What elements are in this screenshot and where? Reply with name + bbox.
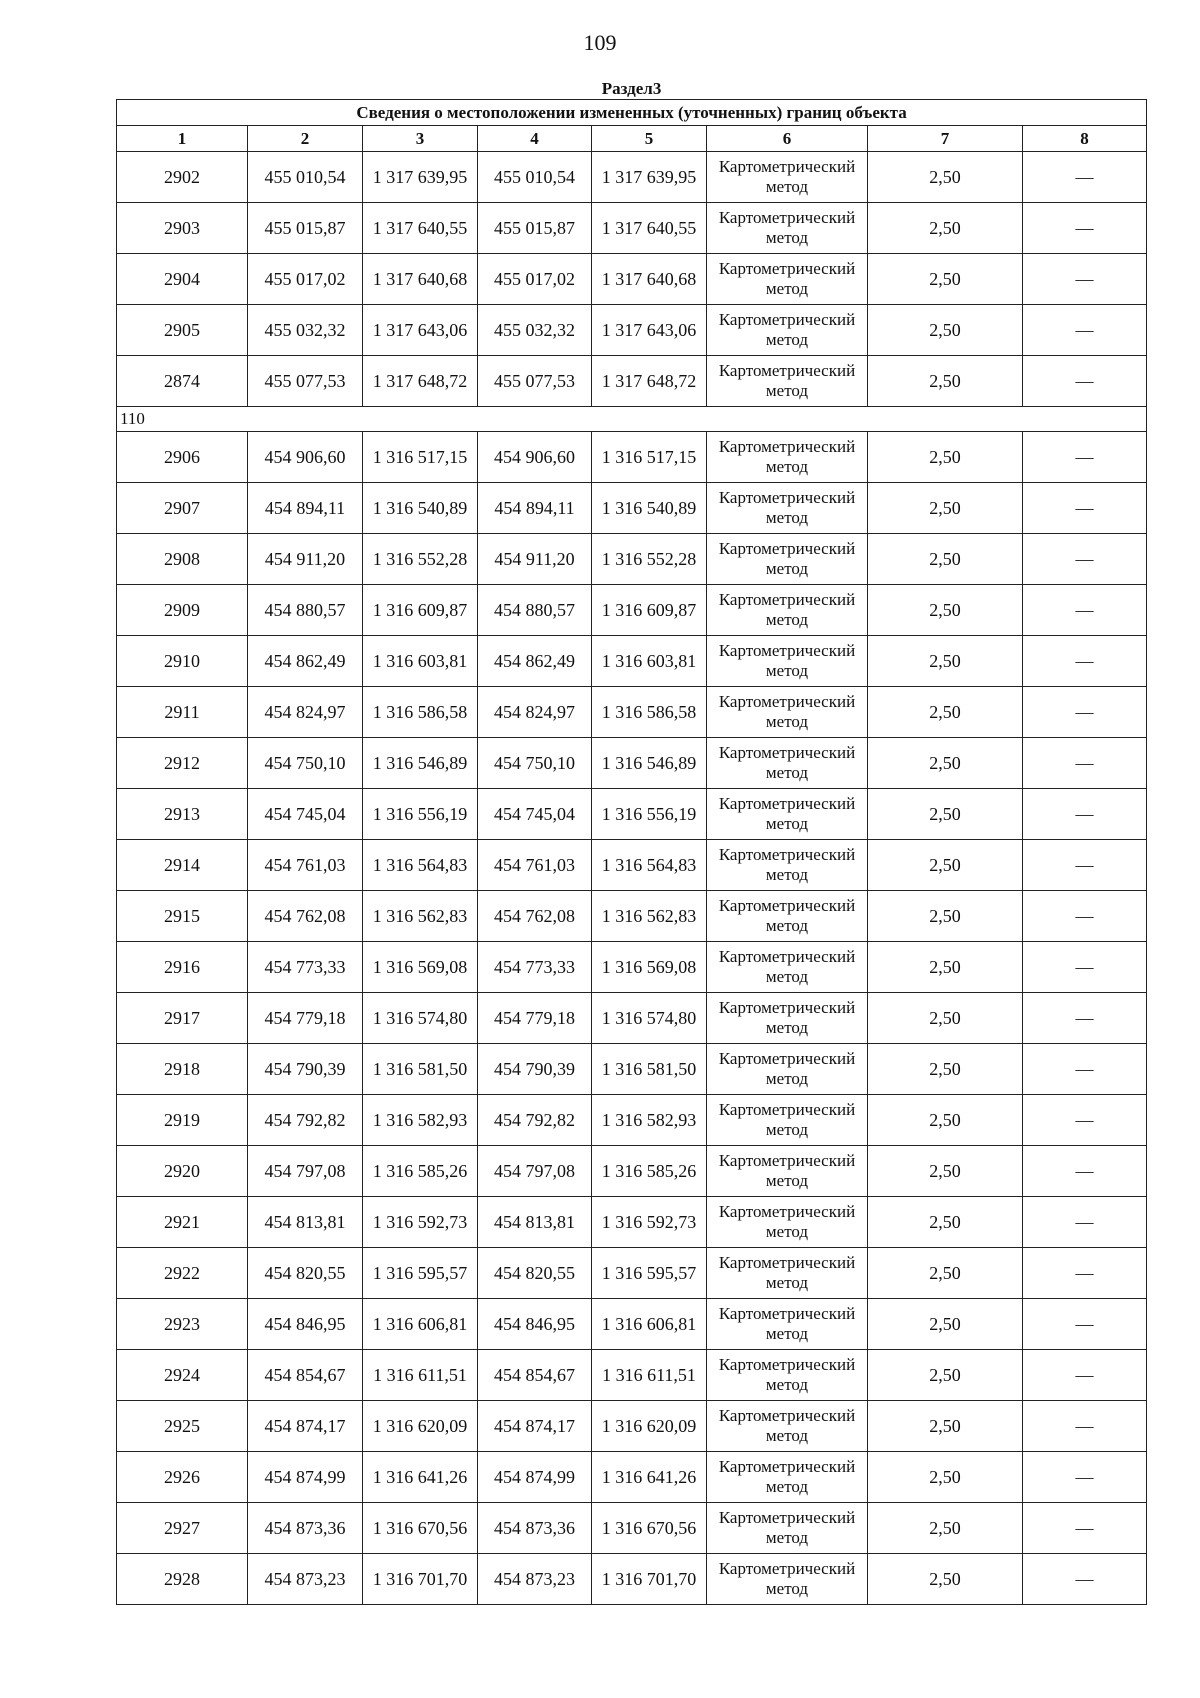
table-cell-col-4: 455 032,32 [478, 305, 592, 356]
table-cell-col-4: 454 911,20 [478, 534, 592, 585]
table-cell-col-3: 1 317 643,06 [363, 305, 478, 356]
table-cell-col-8: — [1023, 840, 1147, 891]
table-cell-col-3: 1 316 595,57 [363, 1248, 478, 1299]
table-cell-col-1: 2906 [117, 432, 248, 483]
table-cell-col-2: 454 873,23 [248, 1554, 363, 1605]
table-cell-col-5: 1 316 592,73 [592, 1197, 707, 1248]
table-cell-col-2: 454 846,95 [248, 1299, 363, 1350]
table-cell-col-7: 2,50 [868, 1299, 1023, 1350]
table-cell-col-3: 1 316 569,08 [363, 942, 478, 993]
table-cell-col-4: 454 773,33 [478, 942, 592, 993]
table-cell-col-2: 454 761,03 [248, 840, 363, 891]
table-cell-col-5: 1 316 540,89 [592, 483, 707, 534]
table-cell-col-1: 2917 [117, 993, 248, 1044]
table-cell-col-8: — [1023, 483, 1147, 534]
table-row [117, 738, 1147, 789]
table-cell-col-2: 454 906,60 [248, 432, 363, 483]
table-cell-col-2: 454 911,20 [248, 534, 363, 585]
table-cell-col-7: 2,50 [868, 840, 1023, 891]
table-cell-col-1: 2914 [117, 840, 248, 891]
table-cell-col-5: 1 316 609,87 [592, 585, 707, 636]
table-cell-col-3: 1 316 701,70 [363, 1554, 478, 1605]
table-cell-col-5: 1 316 552,28 [592, 534, 707, 585]
table-cell-col-2: 454 779,18 [248, 993, 363, 1044]
table-cell-col-4: 454 762,08 [478, 891, 592, 942]
table-cell-col-4: 454 813,81 [478, 1197, 592, 1248]
table-row [117, 993, 1147, 1044]
table-cell-col-1: 2912 [117, 738, 248, 789]
table-cell-col-8: — [1023, 891, 1147, 942]
table-cell-col-8: — [1023, 738, 1147, 789]
table-cell-col-2: 455 010,54 [248, 152, 363, 203]
table-cell-col-2: 455 077,53 [248, 356, 363, 407]
table-cell-col-1: 2915 [117, 891, 248, 942]
table-cell-col-7: 2,50 [868, 1095, 1023, 1146]
table-cell-col-8: — [1023, 1044, 1147, 1095]
table-row [117, 534, 1147, 585]
table-cell-col-7: 2,50 [868, 738, 1023, 789]
table-cell-col-2: 454 797,08 [248, 1146, 363, 1197]
table-cell-col-1: 2904 [117, 254, 248, 305]
column-header-2: 2 [248, 126, 363, 152]
table-cell-col-5: 1 316 701,70 [592, 1554, 707, 1605]
table-cell-col-1: 2911 [117, 687, 248, 738]
table-cell-col-1: 2919 [117, 1095, 248, 1146]
table-cell-col-6: Картометрический метод [707, 483, 868, 534]
table-cell-col-8: — [1023, 993, 1147, 1044]
table-cell-col-7: 2,50 [868, 305, 1023, 356]
table-cell-col-7: 2,50 [868, 356, 1023, 407]
table-cell-col-5: 1 317 648,72 [592, 356, 707, 407]
table-cell-col-7: 2,50 [868, 254, 1023, 305]
table-cell-col-1: 2925 [117, 1401, 248, 1452]
table-cell-col-8: — [1023, 432, 1147, 483]
table-cell-col-3: 1 316 581,50 [363, 1044, 478, 1095]
table-row [117, 891, 1147, 942]
table-cell-col-6: Картометрический метод [707, 738, 868, 789]
table-cell-col-3: 1 316 517,15 [363, 432, 478, 483]
table-cell-col-1: 2874 [117, 356, 248, 407]
table-cell-col-3: 1 317 639,95 [363, 152, 478, 203]
table-cell-col-6: Картометрический метод [707, 1350, 868, 1401]
table-cell-col-2: 454 874,99 [248, 1452, 363, 1503]
table-cell-col-2: 454 820,55 [248, 1248, 363, 1299]
table-cell-col-1: 2905 [117, 305, 248, 356]
table-cell-col-6: Картометрический метод [707, 152, 868, 203]
column-header-3: 3 [363, 126, 478, 152]
table-row [117, 432, 1147, 483]
table-row [117, 1452, 1147, 1503]
table-row [117, 1044, 1147, 1095]
table-cell-col-6: Картометрический метод [707, 1452, 868, 1503]
table-cell-col-4: 454 820,55 [478, 1248, 592, 1299]
table-cell-col-7: 2,50 [868, 687, 1023, 738]
table-cell-col-4: 454 846,95 [478, 1299, 592, 1350]
table-cell-col-5: 1 316 564,83 [592, 840, 707, 891]
table-cell-col-3: 1 316 540,89 [363, 483, 478, 534]
table-cell-col-2: 454 762,08 [248, 891, 363, 942]
table-cell-col-4: 454 906,60 [478, 432, 592, 483]
table-cell-col-2: 454 792,82 [248, 1095, 363, 1146]
table-cell-col-5: 1 317 643,06 [592, 305, 707, 356]
table-cell-col-3: 1 316 603,81 [363, 636, 478, 687]
table-cell-col-6: Картометрический метод [707, 254, 868, 305]
table-row [117, 254, 1147, 305]
table-cell-col-6: Картометрический метод [707, 203, 868, 254]
table-cell-col-7: 2,50 [868, 1503, 1023, 1554]
table-cell-col-5: 1 316 603,81 [592, 636, 707, 687]
table-cell-col-8: — [1023, 636, 1147, 687]
table-cell-col-8: — [1023, 534, 1147, 585]
table-cell-col-3: 1 316 592,73 [363, 1197, 478, 1248]
table-cell-col-6: Картометрический метод [707, 993, 868, 1044]
table-cell-col-4: 454 874,99 [478, 1452, 592, 1503]
table-row [117, 152, 1147, 203]
table-cell-col-8: — [1023, 1095, 1147, 1146]
table-cell-col-4: 454 854,67 [478, 1350, 592, 1401]
table-cell-col-6: Картометрический метод [707, 305, 868, 356]
table-cell-col-5: 1 316 562,83 [592, 891, 707, 942]
table-cell-col-3: 1 316 582,93 [363, 1095, 478, 1146]
table-cell-col-1: 2924 [117, 1350, 248, 1401]
table-cell-col-7: 2,50 [868, 483, 1023, 534]
table-cell-col-3: 1 316 620,09 [363, 1401, 478, 1452]
column-header-4: 4 [478, 126, 592, 152]
table-row [117, 305, 1147, 356]
table-cell-col-8: — [1023, 305, 1147, 356]
table-cell-col-8: — [1023, 203, 1147, 254]
table-cell-col-6: Картометрический метод [707, 942, 868, 993]
table-cell-col-7: 2,50 [868, 891, 1023, 942]
table-cell-col-6: Картометрический метод [707, 636, 868, 687]
subpage-number-row [117, 407, 1147, 432]
table-cell-col-7: 2,50 [868, 1350, 1023, 1401]
table-cell-col-5: 1 316 611,51 [592, 1350, 707, 1401]
table-cell-col-5: 1 317 640,55 [592, 203, 707, 254]
table-cell-col-2: 454 874,17 [248, 1401, 363, 1452]
table-cell-col-7: 2,50 [868, 585, 1023, 636]
table-row [117, 1197, 1147, 1248]
table-cell-col-1: 2928 [117, 1554, 248, 1605]
table-cell-col-3: 1 316 641,26 [363, 1452, 478, 1503]
table-cell-col-5: 1 316 620,09 [592, 1401, 707, 1452]
table-cell-col-8: — [1023, 789, 1147, 840]
table-row [117, 1146, 1147, 1197]
table-cell-col-2: 455 032,32 [248, 305, 363, 356]
table-cell-col-2: 454 873,36 [248, 1503, 363, 1554]
table-cell-col-6: Картометрический метод [707, 1044, 868, 1095]
table-cell-col-2: 454 813,81 [248, 1197, 363, 1248]
section-label: Раздел3 [117, 79, 1147, 100]
table-cell-col-6: Картометрический метод [707, 1248, 868, 1299]
table-cell-col-3: 1 316 586,58 [363, 687, 478, 738]
table-cell-col-1: 2922 [117, 1248, 248, 1299]
table-cell-col-3: 1 317 640,55 [363, 203, 478, 254]
table-cell-col-6: Картометрический метод [707, 1197, 868, 1248]
table-cell-col-4: 454 894,11 [478, 483, 592, 534]
table-cell-col-5: 1 316 581,50 [592, 1044, 707, 1095]
table-cell-col-3: 1 316 562,83 [363, 891, 478, 942]
table-cell-col-5: 1 316 546,89 [592, 738, 707, 789]
table-row [117, 840, 1147, 891]
table-cell-col-8: — [1023, 356, 1147, 407]
table-cell-col-5: 1 316 586,58 [592, 687, 707, 738]
column-header-row [117, 126, 1147, 152]
table-cell-col-4: 455 015,87 [478, 203, 592, 254]
table-cell-col-5: 1 316 569,08 [592, 942, 707, 993]
column-header-7: 7 [868, 126, 1023, 152]
table-cell-col-8: — [1023, 687, 1147, 738]
table-cell-col-7: 2,50 [868, 1554, 1023, 1605]
table-cell-col-7: 2,50 [868, 1248, 1023, 1299]
table-row [117, 1503, 1147, 1554]
subpage-number: 110 [117, 407, 1147, 432]
table-cell-col-3: 1 316 611,51 [363, 1350, 478, 1401]
table-cell-col-1: 2903 [117, 203, 248, 254]
table-cell-col-4: 454 797,08 [478, 1146, 592, 1197]
table-cell-col-6: Картометрический метод [707, 687, 868, 738]
table-cell-col-4: 454 824,97 [478, 687, 592, 738]
table-cell-col-2: 454 750,10 [248, 738, 363, 789]
table-cell-col-4: 454 862,49 [478, 636, 592, 687]
table-cell-col-4: 455 017,02 [478, 254, 592, 305]
table-cell-col-6: Картометрический метод [707, 585, 868, 636]
table-cell-col-6: Картометрический метод [707, 432, 868, 483]
table-cell-col-4: 454 745,04 [478, 789, 592, 840]
table-cell-col-6: Картометрический метод [707, 356, 868, 407]
column-header-5: 5 [592, 126, 707, 152]
table-cell-col-6: Картометрический метод [707, 1299, 868, 1350]
page-number: 109 [583, 30, 617, 55]
table-row [117, 942, 1147, 993]
table-cell-col-1: 2907 [117, 483, 248, 534]
table-cell-col-8: — [1023, 1554, 1147, 1605]
table-cell-col-7: 2,50 [868, 152, 1023, 203]
table-cell-col-5: 1 316 641,26 [592, 1452, 707, 1503]
table-cell-col-1: 2910 [117, 636, 248, 687]
table-cell-col-6: Картометрический метод [707, 1554, 868, 1605]
table-cell-col-8: — [1023, 1350, 1147, 1401]
table-cell-col-3: 1 316 552,28 [363, 534, 478, 585]
table-cell-col-1: 2918 [117, 1044, 248, 1095]
table-cell-col-3: 1 316 574,80 [363, 993, 478, 1044]
table-cell-col-2: 454 862,49 [248, 636, 363, 687]
table-cell-col-7: 2,50 [868, 432, 1023, 483]
table-cell-col-4: 454 792,82 [478, 1095, 592, 1146]
table-cell-col-8: — [1023, 1452, 1147, 1503]
table-cell-col-3: 1 316 609,87 [363, 585, 478, 636]
column-header-6: 6 [707, 126, 868, 152]
table-cell-col-1: 2913 [117, 789, 248, 840]
table-cell-col-4: 455 077,53 [478, 356, 592, 407]
table-cell-col-2: 454 745,04 [248, 789, 363, 840]
table-cell-col-7: 2,50 [868, 636, 1023, 687]
table-cell-col-4: 454 761,03 [478, 840, 592, 891]
table-row [117, 1299, 1147, 1350]
table-row [117, 356, 1147, 407]
table-cell-col-8: — [1023, 1146, 1147, 1197]
table-cell-col-1: 2909 [117, 585, 248, 636]
table-cell-col-8: — [1023, 1248, 1147, 1299]
table-cell-col-3: 1 317 640,68 [363, 254, 478, 305]
table-cell-col-7: 2,50 [868, 1197, 1023, 1248]
table-cell-col-4: 454 779,18 [478, 993, 592, 1044]
table-cell-col-8: — [1023, 152, 1147, 203]
table-cell-col-5: 1 316 556,19 [592, 789, 707, 840]
table-cell-col-6: Картометрический метод [707, 840, 868, 891]
table-row [117, 1095, 1147, 1146]
table-cell-col-7: 2,50 [868, 942, 1023, 993]
table-cell-col-2: 454 790,39 [248, 1044, 363, 1095]
table-cell-col-4: 454 880,57 [478, 585, 592, 636]
table-cell-col-7: 2,50 [868, 1146, 1023, 1197]
table-cell-col-8: — [1023, 1197, 1147, 1248]
table-cell-col-2: 455 015,87 [248, 203, 363, 254]
table-cell-col-1: 2916 [117, 942, 248, 993]
table-cell-col-5: 1 316 582,93 [592, 1095, 707, 1146]
table-cell-col-4: 454 790,39 [478, 1044, 592, 1095]
table-cell-col-8: — [1023, 1401, 1147, 1452]
table-cell-col-5: 1 316 670,56 [592, 1503, 707, 1554]
table-cell-col-8: — [1023, 1299, 1147, 1350]
table-cell-col-3: 1 316 556,19 [363, 789, 478, 840]
table-row [117, 483, 1147, 534]
table-row [117, 1248, 1147, 1299]
table-title: Сведения о местоположении измененных (уточненных) границ объекта [117, 100, 1147, 126]
table-cell-col-3: 1 316 606,81 [363, 1299, 478, 1350]
table-cell-col-5: 1 316 517,15 [592, 432, 707, 483]
table-cell-col-6: Картометрический метод [707, 789, 868, 840]
column-header-8: 8 [1023, 126, 1147, 152]
table-cell-col-6: Картометрический метод [707, 1095, 868, 1146]
boundary-coordinates-table [116, 79, 1147, 1605]
table-cell-col-3: 1 316 546,89 [363, 738, 478, 789]
table-cell-col-5: 1 317 640,68 [592, 254, 707, 305]
table-cell-col-4: 454 874,17 [478, 1401, 592, 1452]
table-row [117, 687, 1147, 738]
table-cell-col-3: 1 316 564,83 [363, 840, 478, 891]
table-cell-col-2: 454 854,67 [248, 1350, 363, 1401]
table-cell-col-7: 2,50 [868, 993, 1023, 1044]
table-cell-col-2: 454 894,11 [248, 483, 363, 534]
table-cell-col-6: Картометрический метод [707, 1401, 868, 1452]
table-cell-col-5: 1 316 574,80 [592, 993, 707, 1044]
table-cell-col-2: 454 773,33 [248, 942, 363, 993]
table-cell-col-1: 2923 [117, 1299, 248, 1350]
table-cell-col-1: 2921 [117, 1197, 248, 1248]
table-cell-col-5: 1 316 595,57 [592, 1248, 707, 1299]
table-row [117, 203, 1147, 254]
table-cell-col-8: — [1023, 1503, 1147, 1554]
table-cell-col-3: 1 316 585,26 [363, 1146, 478, 1197]
table-row [117, 585, 1147, 636]
table-cell-col-3: 1 317 648,72 [363, 356, 478, 407]
column-header-1: 1 [117, 126, 248, 152]
table-cell-col-8: — [1023, 585, 1147, 636]
table-cell-col-2: 454 824,97 [248, 687, 363, 738]
table-cell-col-7: 2,50 [868, 1044, 1023, 1095]
table-cell-col-7: 2,50 [868, 789, 1023, 840]
table-cell-col-3: 1 316 670,56 [363, 1503, 478, 1554]
table-cell-col-1: 2920 [117, 1146, 248, 1197]
table-cell-col-6: Картометрический метод [707, 891, 868, 942]
table-cell-col-6: Картометрический метод [707, 534, 868, 585]
table-cell-col-4: 454 750,10 [478, 738, 592, 789]
table-cell-col-4: 454 873,36 [478, 1503, 592, 1554]
table-cell-col-5: 1 317 639,95 [592, 152, 707, 203]
table-cell-col-7: 2,50 [868, 203, 1023, 254]
table-cell-col-8: — [1023, 942, 1147, 993]
table-row [117, 1401, 1147, 1452]
table-body [117, 152, 1147, 1605]
table-cell-col-1: 2927 [117, 1503, 248, 1554]
table-cell-col-4: 454 873,23 [478, 1554, 592, 1605]
table-cell-col-1: 2926 [117, 1452, 248, 1503]
table-cell-col-5: 1 316 585,26 [592, 1146, 707, 1197]
table-cell-col-1: 2902 [117, 152, 248, 203]
table-cell-col-6: Картометрический метод [707, 1146, 868, 1197]
table-cell-col-1: 2908 [117, 534, 248, 585]
table-cell-col-7: 2,50 [868, 534, 1023, 585]
table-cell-col-8: — [1023, 254, 1147, 305]
table-cell-col-7: 2,50 [868, 1401, 1023, 1452]
table-cell-col-6: Картометрический метод [707, 1503, 868, 1554]
table-cell-col-5: 1 316 606,81 [592, 1299, 707, 1350]
table-row [117, 1554, 1147, 1605]
table-row [117, 789, 1147, 840]
table-cell-col-4: 455 010,54 [478, 152, 592, 203]
table-row [117, 636, 1147, 687]
table-cell-col-2: 455 017,02 [248, 254, 363, 305]
table-row [117, 1350, 1147, 1401]
table-cell-col-7: 2,50 [868, 1452, 1023, 1503]
table-cell-col-2: 454 880,57 [248, 585, 363, 636]
